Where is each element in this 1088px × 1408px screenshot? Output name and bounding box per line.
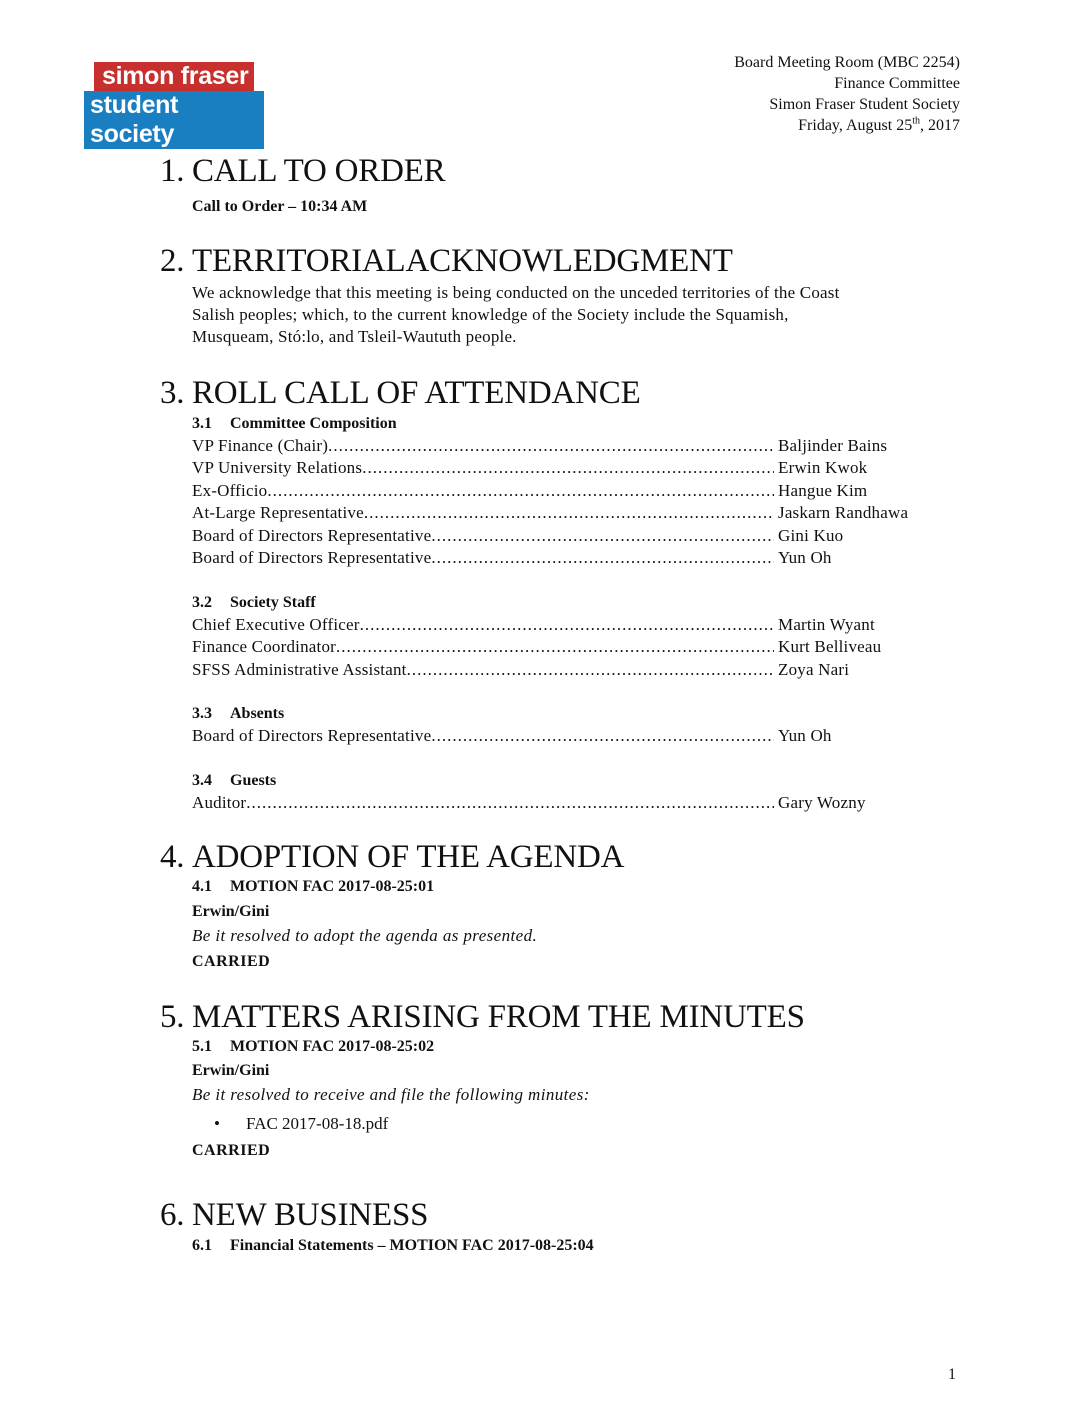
- attendee-row: Ex-Officio ..... Hangue Kim: [192, 480, 938, 502]
- page-number: 1: [948, 1366, 956, 1383]
- logo-line-2: student society: [84, 91, 264, 149]
- agenda-motion: [192, 876, 972, 972]
- sfss-logo: [84, 62, 264, 149]
- staff-row: Finance Coordinator ..... Kurt Belliveau: [192, 636, 938, 658]
- motion-6-1: 6.1 Financial Statements – MOTION FAC 2017-08-25:04: [192, 1237, 594, 1254]
- section-4-heading: 4. ADOPTION OF THE AGENDA: [160, 839, 625, 875]
- motion-result: CARRIED: [192, 953, 271, 970]
- meeting-header: [734, 52, 960, 136]
- committee-composition: [192, 413, 972, 569]
- motion-4-1: 4.1 MOTION FAC 2017-08-25:01: [192, 878, 435, 895]
- absent-row: Board of Directors Representative ..... Yun Oh: [192, 725, 938, 747]
- society-staff: [192, 592, 972, 681]
- subsection-3-2: 3.2 Society Staff: [192, 594, 316, 611]
- minutes-motion: [192, 1036, 972, 1106]
- territorial-acknowledgment-text: We acknowledge that this meeting is being conducted on the unceded territories of the Coast Salish peoples; which, to the current knowledge of the Society include the Squamish, Musqueam, Stó:lo, and Tsleil-Waututh people.: [192, 283, 840, 346]
- attendee-row: VP Finance (Chair) ..... Baljinder Bains: [192, 435, 938, 457]
- motion-result: CARRIED: [192, 1142, 271, 1159]
- meeting-date: Friday, August 25th, 2017: [798, 115, 960, 134]
- guests: [192, 770, 972, 814]
- resolution-text: Be it resolved to adopt the agenda as presented.: [192, 926, 538, 945]
- subsection-3-4: 3.4 Guests: [192, 772, 277, 789]
- call-to-order-line: Call to Order – 10:34 AM: [192, 198, 368, 215]
- section-6-heading: 6. NEW BUSINESS: [160, 1197, 429, 1233]
- section-3-heading: 3. ROLL CALL OF ATTENDANCE: [160, 375, 641, 411]
- section-2-heading: 2. TERRITORIALACKNOWLEDGMENT: [160, 243, 733, 279]
- subsection-3-3: 3.3 Absents: [192, 705, 285, 722]
- staff-row: SFSS Administrative Assistant ..... Zoya Nari: [192, 659, 938, 681]
- movers: Erwin/Gini: [192, 1062, 270, 1079]
- attendee-row: Board of Directors Representative ..... Gini Kuo: [192, 525, 938, 547]
- guest-row: Auditor ..... Gary Wozny: [192, 792, 938, 814]
- attendee-row: At-Large Representative ..... Jaskarn Randhawa: [192, 502, 938, 524]
- subsection-3-1: 3.1 Committee Composition: [192, 415, 397, 432]
- minutes-file-name: FAC 2017-08-18.pdf: [246, 1114, 389, 1133]
- resolution-text: Be it resolved to receive and file the following minutes:: [192, 1085, 590, 1104]
- section-5-heading: 5. MATTERS ARISING FROM THE MINUTES: [160, 999, 805, 1035]
- section-1-heading: 1. CALL TO ORDER: [160, 153, 446, 189]
- minutes-file-bullet: • FAC 2017-08-18.pdf: [214, 1114, 389, 1133]
- motion-5-1: 5.1 MOTION FAC 2017-08-25:02: [192, 1038, 435, 1055]
- staff-row: Chief Executive Officer ..... Martin Wyant: [192, 614, 938, 636]
- movers: Erwin/Gini: [192, 903, 270, 920]
- society-name: Simon Fraser Student Society: [769, 96, 960, 113]
- logo-line-1: simon fraser: [94, 62, 254, 91]
- attendee-row: VP University Relations ..... Erwin Kwok: [192, 457, 938, 479]
- attendee-row: Board of Directors Representative ..... Yun Oh: [192, 547, 938, 569]
- absents: [192, 703, 972, 747]
- committee-name: Finance Committee: [834, 75, 960, 92]
- meeting-room: Board Meeting Room (MBC 2254): [734, 54, 960, 71]
- new-business-motion: [192, 1235, 972, 1257]
